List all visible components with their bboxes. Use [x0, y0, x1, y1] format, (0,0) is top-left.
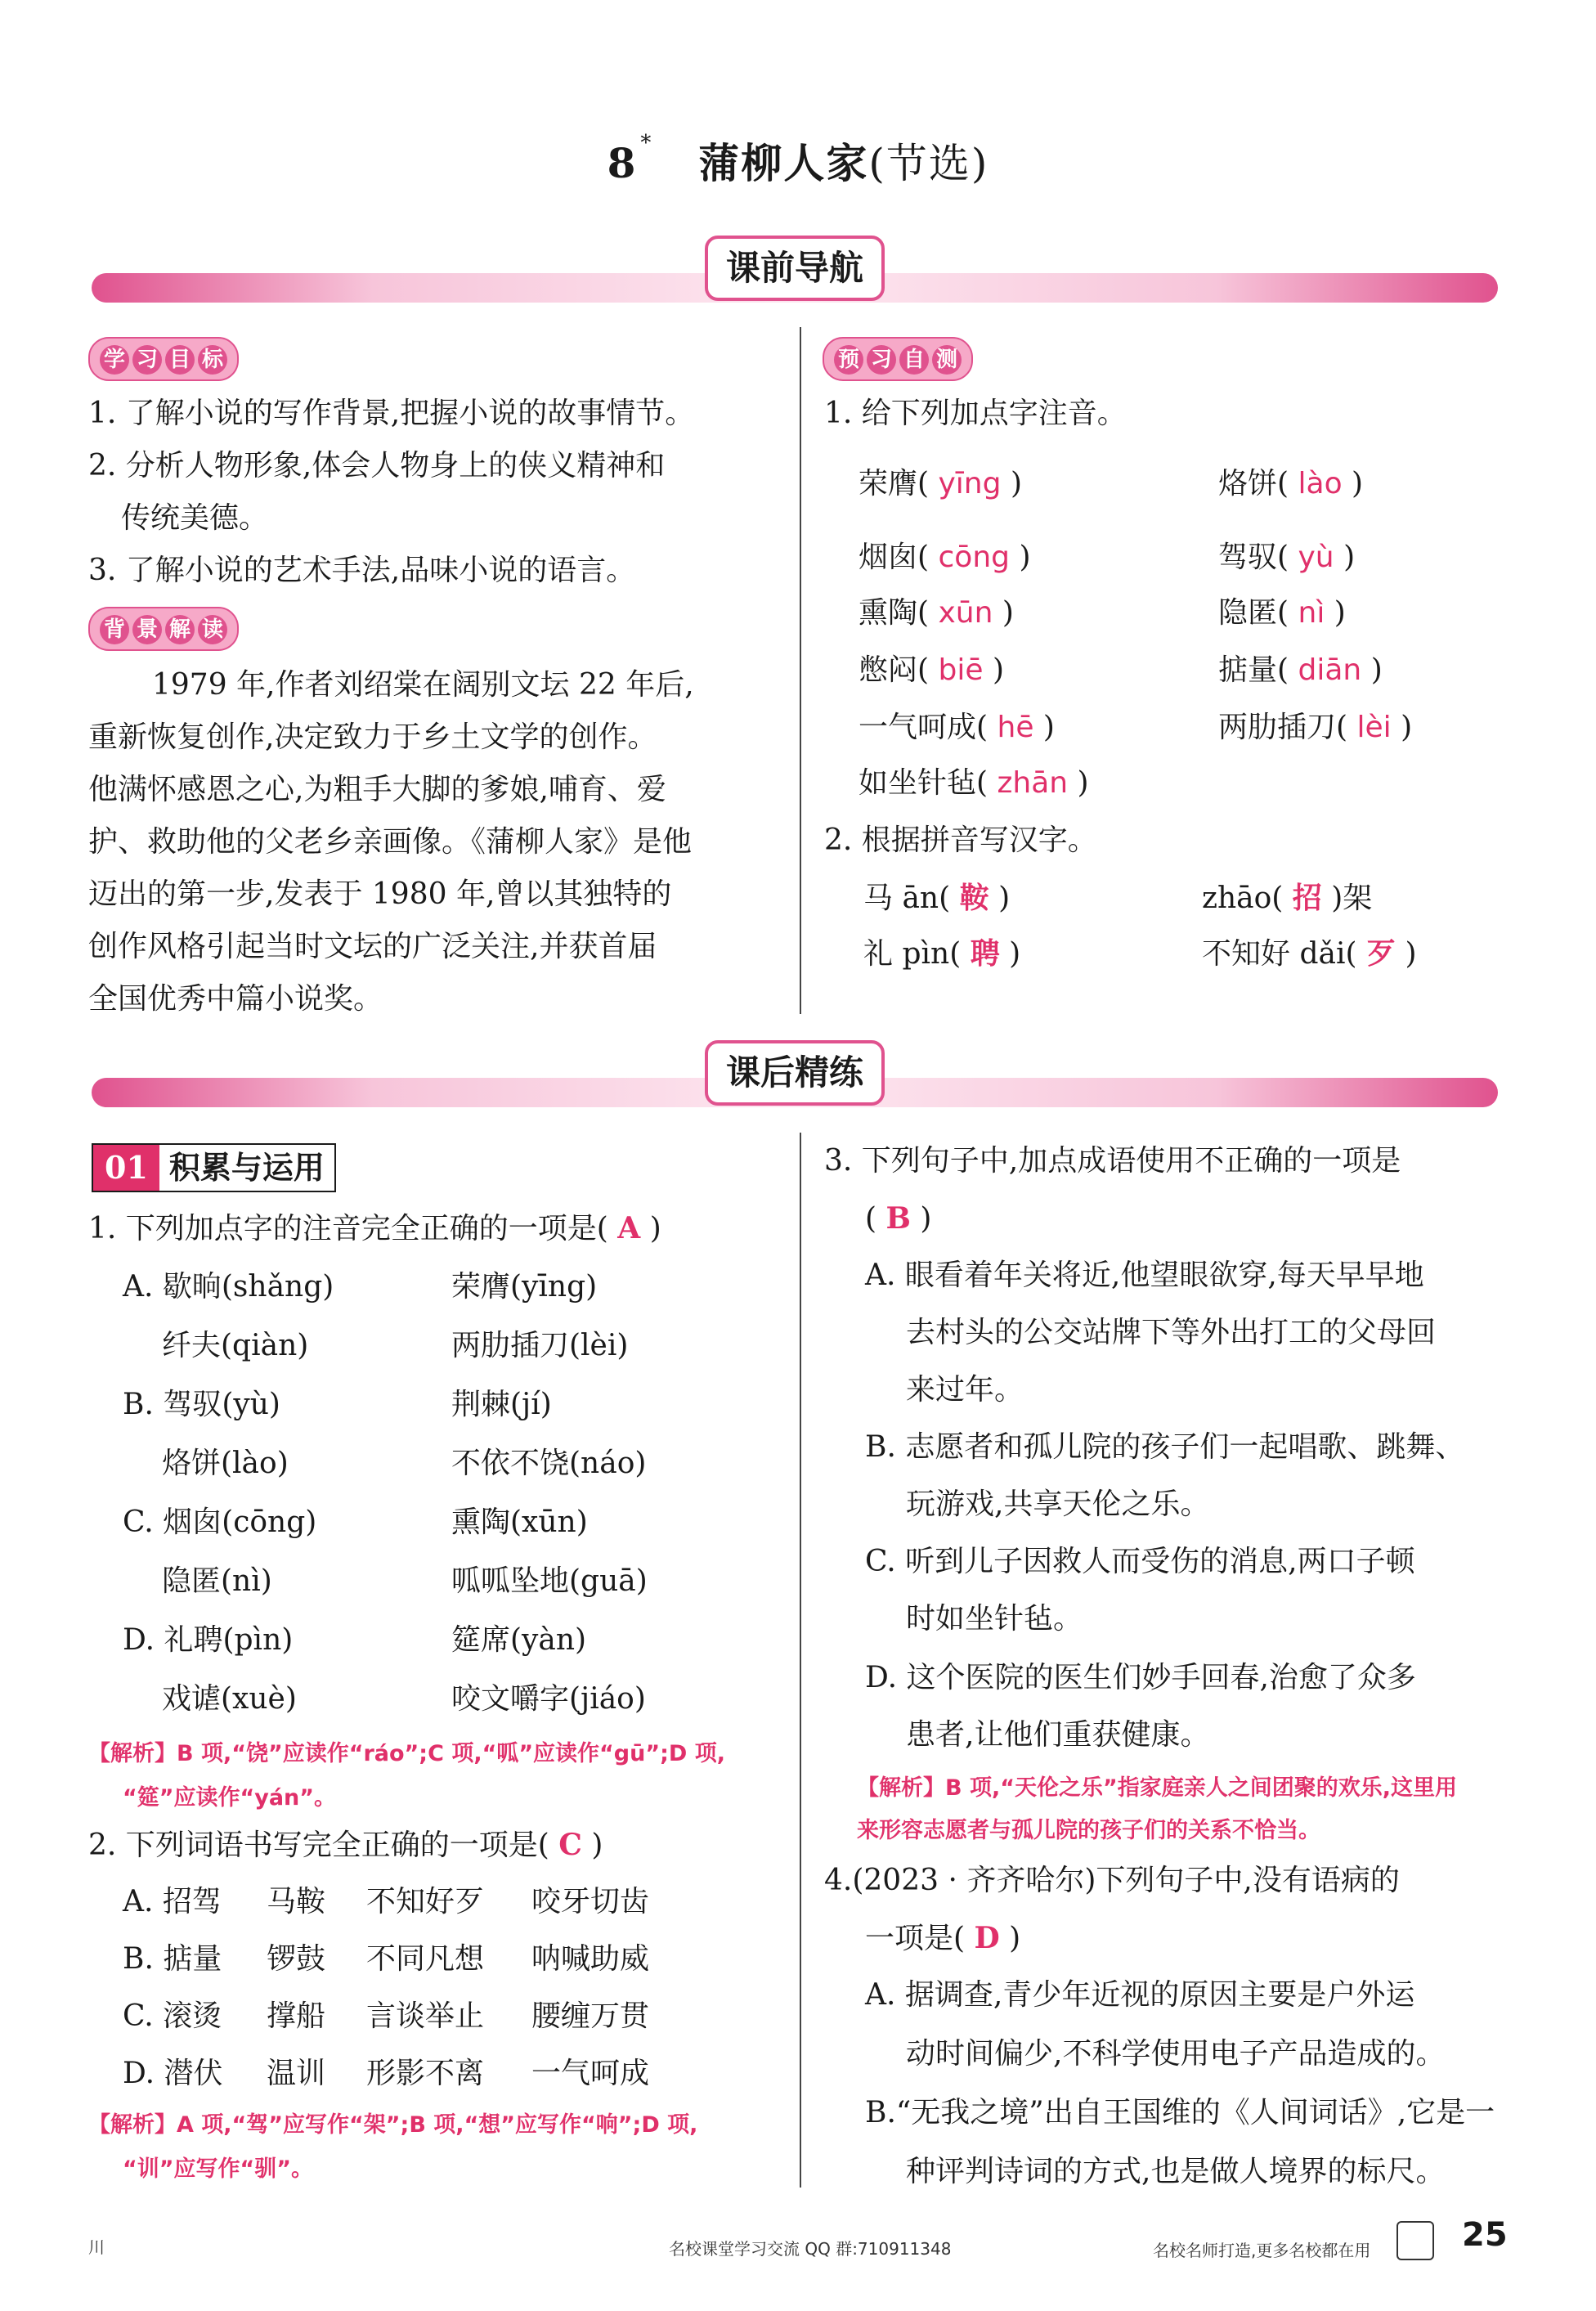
option-line: 不同凡想 [366, 1942, 485, 1976]
option-line: 一气呵成 [531, 2057, 650, 2090]
pinyin-item: 隐匿( nì ) [1218, 596, 1346, 630]
preview-q2: 2. 根据拼音写汉字。 [824, 823, 1097, 857]
hanzi-item: zhāo( 招 )架 [1202, 881, 1373, 915]
question-3-stem: 3. 下列句子中,加点成语使用不正确的一项是 [824, 1144, 1401, 1178]
tag-preview-test: 预 习 自 测 [823, 337, 973, 381]
pinyin-item: 掂量( diān ) [1218, 653, 1383, 687]
pinyin-item: 憋闷( biē ) [859, 653, 1005, 687]
goal-2: 2. 分析人物形象,体会人物身上的侠义精神和 [88, 449, 666, 482]
preview-q1: 1. 给下列加点字注音。 [824, 397, 1127, 430]
option-line: 形影不离 [366, 2057, 485, 2090]
option-line: 不依不饶(náo) [451, 1447, 647, 1480]
hanzi-item: 马 ān( 鞍 ) [863, 881, 1011, 915]
option-line: 呐喊助威 [531, 1942, 650, 1976]
option-line: 玩游戏,共享天伦之乐。 [906, 1488, 1210, 1521]
bg-line: 他满怀感恩之心,为粗手大脚的爹娘,哺育、爱 [88, 773, 666, 806]
option-line: 荣膺(yīng) [451, 1270, 598, 1304]
option-line: 腰缠万贯 [531, 1999, 650, 2033]
analysis-text: 【解析】A 项,“驾”应写作“架”;B 项,“想”应写作“响”;D 项, [88, 2112, 698, 2138]
option-line: 呱呱坠地(guā) [451, 1564, 648, 1598]
section-01-heading: 01 积累与运用 [92, 1143, 336, 1192]
option-line: B. 掂量 [123, 1942, 222, 1976]
option-line: 种评判诗词的方式,也是做人境界的标尺。 [906, 2155, 1446, 2188]
pinyin-item: 一气呵成( hē ) [859, 711, 1055, 744]
pinyin-item: 熏陶( xūn ) [859, 596, 1014, 630]
option-line: 患者,让他们重获健康。 [906, 1718, 1210, 1752]
hanzi-item: 不知好 dǎi( 歹 ) [1202, 936, 1417, 971]
banner-title: 课后精练 [705, 1040, 885, 1106]
option-line: 咬牙切齿 [531, 1885, 650, 1918]
option-line: C. 滚烫 [123, 1999, 222, 2033]
option-line: 烙饼(lào) [162, 1447, 289, 1480]
option-line: 咬文嚼字(jiáo) [451, 1682, 646, 1716]
analysis-text: “训”应写作“驯”。 [123, 2156, 313, 2182]
option-line: 时如坐针毡。 [906, 1602, 1083, 1636]
option-line: 不知好歹 [366, 1885, 485, 1918]
option-line: A. 招驾 [123, 1885, 222, 1918]
option-line: 隐匿(nì) [162, 1564, 272, 1598]
question-2-stem: 2. 下列词语书写完全正确的一项是( C ) [88, 1828, 603, 1862]
analysis-text: 【解析】B 项,“饶”应读作“ráo”;C 项,“呱”应读作“gū”;D 项, [88, 1741, 725, 1766]
option-line: 荆棘(jí) [451, 1388, 552, 1421]
question-1-stem: 1. 下列加点字的注音完全正确的一项是( A ) [88, 1211, 661, 1245]
pinyin-item: 荣膺( yīng ) [859, 467, 1022, 500]
footer-qq-group: 名校课堂学习交流 QQ 群:710911348 [669, 2239, 952, 2259]
tag-learning-goals: 学 习 目 标 [88, 337, 239, 381]
question-4-stem: 4.(2023 · 齐齐哈尔)下列句子中,没有语病的 [824, 1864, 1400, 1897]
question-3-answer: ( B ) [865, 1201, 932, 1236]
option-line: B.“无我之境”出自王国维的《人间词话》,它是一 [865, 2096, 1495, 2129]
option-line: D. 这个医院的医生们妙手回春,治愈了众多 [865, 1661, 1416, 1694]
banner-post-class [92, 1040, 1498, 1122]
hanzi-item: 礼 pìn( 聘 ) [863, 936, 1021, 971]
option-line: 戏谑(xuè) [162, 1682, 297, 1716]
option-line: B. 志愿者和孤儿院的孩子们一起唱歌、跳舞、 [865, 1430, 1465, 1464]
option-line: D. 潜伏 [123, 2057, 223, 2090]
option-line: 撑船 [267, 1999, 326, 2033]
option-line: B. 驾驭(yù) [123, 1388, 280, 1421]
bg-line: 护、救助他的父老乡亲画像。《蒲柳人家》是他 [88, 825, 693, 859]
option-line: 言谈举止 [366, 1999, 485, 2033]
lesson-title: 8 * 蒲柳人家(节选) [607, 131, 989, 187]
goal-1: 1. 了解小说的写作背景,把握小说的故事情节。 [88, 397, 695, 430]
publisher-logo-icon [1396, 2221, 1434, 2260]
option-line: A. 据调查,青少年近视的原因主要是户外运 [865, 1978, 1415, 2012]
option-line: 熏陶(xūn) [451, 1506, 588, 1539]
option-line: 去村头的公交站牌下等外出打工的父母回 [906, 1316, 1437, 1349]
option-line: C. 听到儿子因救人而受伤的消息,两口子顿 [865, 1545, 1415, 1578]
column-divider [800, 327, 801, 1014]
pinyin-item: 烟囱( cōng ) [859, 541, 1031, 574]
option-line: C. 烟囱(cōng) [123, 1506, 317, 1539]
option-line: D. 礼聘(pìn) [123, 1623, 294, 1657]
pinyin-item: 如坐针毡( zhān ) [859, 766, 1089, 800]
option-line: A. 眼看着年关将近,他望眼欲穿,每天早早地 [865, 1259, 1424, 1292]
footer-slogan: 名校名师打造,更多名校都在用 [1153, 2241, 1371, 2260]
analysis-text: 来形容志愿者与孤儿院的孩子们的关系不恰当。 [857, 1818, 1320, 1843]
goal-2-cont: 传统美德。 [121, 501, 269, 535]
option-line: 来过年。 [906, 1373, 1024, 1407]
goal-3: 3. 了解小说的艺术手法,品味小说的语言。 [88, 554, 636, 587]
page-number: 25 [1462, 2216, 1508, 2254]
banner-title: 课前导航 [705, 236, 885, 301]
banner-pre-class [92, 236, 1498, 317]
option-line: 锣鼓 [267, 1942, 326, 1976]
analysis-text: “筵”应读作“yán”。 [123, 1785, 337, 1811]
option-line: 纤夫(qiàn) [162, 1329, 309, 1362]
bg-line: 1979 年,作者刘绍棠在阔别文坛 22 年后, [152, 668, 694, 702]
bg-line: 全国优秀中篇小说奖。 [88, 982, 383, 1016]
question-4-stem-cont: 一项是( D ) [865, 1921, 1021, 1955]
bg-line: 创作风格引起当时文坛的广泛关注,并获首届 [88, 930, 657, 963]
column-divider [800, 1133, 801, 2188]
option-line: 两肋插刀(lèi) [451, 1329, 629, 1362]
pinyin-item: 两肋插刀( lèi ) [1218, 711, 1413, 744]
tag-background: 背 景 解 读 [88, 607, 239, 651]
pinyin-item: 驾驭( yù ) [1218, 541, 1356, 574]
footer-region: 川 [88, 2237, 105, 2257]
bg-line: 迈出的第一步,发表于 1980 年,曾以其独特的 [88, 877, 672, 911]
option-line: 动时间偏少,不科学使用电子产品造成的。 [906, 2037, 1446, 2071]
option-line: A. 歇晌(shǎng) [123, 1270, 334, 1304]
option-line: 马鞍 [267, 1885, 326, 1918]
analysis-text: 【解析】B 项,“天伦之乐”指家庭亲人之间团聚的欢乐,这里用 [857, 1775, 1457, 1801]
option-line: 温训 [267, 2057, 326, 2090]
option-line: 筵席(yàn) [451, 1623, 587, 1657]
pinyin-item: 烙饼( lào ) [1218, 467, 1364, 500]
bg-line: 重新恢复创作,决定致力于乡土文学的创作。 [88, 720, 657, 754]
